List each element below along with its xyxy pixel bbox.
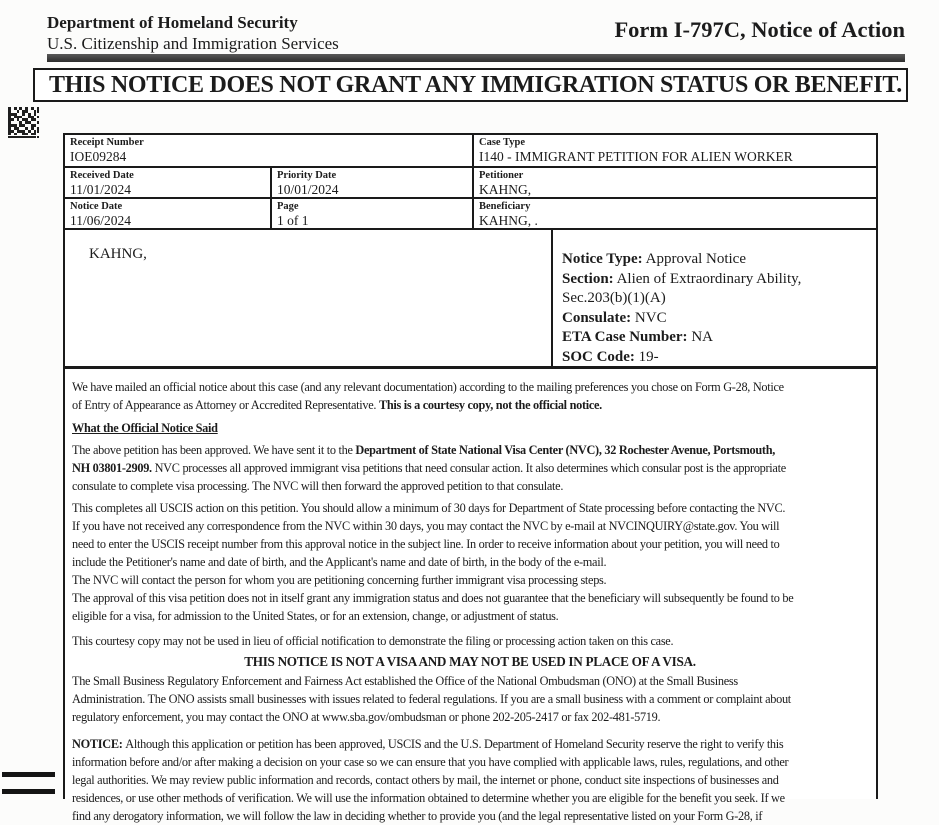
addressee-name: KAHNG,: [89, 246, 147, 262]
status-disclaimer-banner: [33, 68, 908, 102]
datamatrix-barcode-icon: [8, 107, 40, 139]
notice-details-block: [551, 230, 876, 366]
notice-date-label: Notice Date: [70, 201, 123, 212]
receipt-number-value: IOE09284: [70, 149, 127, 164]
case-type-cell: [472, 135, 876, 166]
statement-not-a-visa: THIS NOTICE IS NOT A VISA AND MAY NOT BE USED IN PLACE OF A VISA.: [244, 654, 696, 669]
priority-date-label: Priority Date: [277, 170, 337, 181]
paragraph-verification-notice: NOTICE: Although this application or petition has been approved, USCIS and the U.S. Department of Homeland Security reserve the right to verify this information before and/or after making a decision on your case so we can ensure that you have complied with applicable laws, rules, regulations, and other legal authorities. We may review public information and records, contact others by mail, the internet or phone, conduct site inspections of businesses and residences, or use other methods of verification. We will use the information obtained to determine whether you are eligible for the benefit you seek. If we find any derogatory information, we will follow the law in deciding whether to provide you (and the legal representative listed on your Form G-28, if: [72, 737, 789, 823]
beneficiary-cell: [472, 197, 876, 228]
notice-type-line: Notice Type: Approval Notice: [562, 251, 746, 267]
case-data-table: [63, 133, 878, 230]
section-line: Section: Alien of Extraordinary Ability,: [562, 270, 802, 287]
priority-date-cell: [270, 166, 472, 197]
paragraph-courtesy-copy-disclaimer: This courtesy copy may not be used in lieu of official notification to demonstrate the filing or processing action taken on this case.: [72, 634, 674, 648]
banner-text: THIS NOTICE DOES NOT GRANT ANY IMMIGRATION STATUS OR BENEFIT.: [49, 71, 902, 98]
scan-artifact-bar: [2, 772, 55, 777]
section-continued-line: Sec.203(b)(1)(A): [562, 290, 666, 306]
petitioner-label: Petitioner: [479, 170, 524, 181]
received-date-cell: [65, 166, 270, 197]
notice-date-value: 11/06/2024: [70, 213, 132, 228]
notice-body: [63, 367, 878, 823]
beneficiary-label: Beneficiary: [479, 201, 531, 212]
notice-date-cell: [65, 197, 270, 228]
case-type-label: Case Type: [479, 137, 525, 148]
heading-what-official-notice-said: What the Official Notice Said: [72, 421, 218, 435]
paragraph-courtesy-copy: We have mailed an official notice about this case (and any relevant documentation) according to the mailing preferences you chose on Form G-28, Notice of Entry of Appearance as Attorney or Accredited Representative. This is a courtesy copy, not the official notice.: [72, 380, 784, 412]
paragraph-small-business-ombudsman: The Small Business Regulatory Enforcement and Fairness Act established the Office of the National Ombudsman (ONO) at the Small Business Administration. The ONO assists small businesses with issues related to federal regulations. If you are a small business with a comment or complaint about regulatory enforcement, you may contact the ONO at www.sba.gov/ombudsman or phone 202-205-2417 or fax 202-481-5719.: [72, 674, 791, 724]
scan-artifact-bar: [2, 789, 55, 794]
form-title: Form I-797C, Notice of Action: [614, 17, 905, 42]
consulate-line: Consulate: NVC: [562, 309, 667, 326]
eta-case-number-line: ETA Case Number: NA: [562, 329, 713, 345]
page-cell: [270, 197, 472, 228]
petitioner-cell: [472, 166, 876, 197]
page-value: 1 of 1: [277, 213, 309, 228]
paragraph-uscis-action-complete: This completes all USCIS action on this petition. You should allow a minimum of 30 days for Department of State processing before contacting the NVC. If you have not received any correspondence from the NVC within 30 days, you may contact the NVC by e-mail at NVCINQUIRY@state.gov. You will need to enter the USCIS receipt number from this approval notice in the subject line. In order to receive information about your petition, you will need to include the Petitioner's name and date of birth, and the Applicant's name and date of birth, in the body of the e-mail.: [72, 501, 786, 569]
addressee-block: [65, 230, 551, 366]
case-type-value: I140 - IMMIGRANT PETITION FOR ALIEN WORKER: [479, 149, 793, 164]
page-label: Page: [277, 201, 299, 212]
receipt-number-label: Receipt Number: [70, 137, 144, 148]
priority-date-value: 10/01/2024: [277, 182, 339, 197]
header-divider-bar: [47, 54, 905, 62]
paragraph-nvc-contact: The NVC will contact the person for whom you are petitioning concerning further immigrant visa processing steps. The approval of this visa petition does not in itself grant any immigration status and does not guarantee that the beneficiary will subsequently be found to be eligible for a visa, for admission to the United States, or for an extension, change, or adjustment of status.: [72, 573, 794, 623]
received-date-label: Received Date: [70, 170, 134, 181]
agency-name: Department of Homeland Security: [47, 13, 298, 32]
received-date-value: 11/01/2024: [70, 182, 132, 197]
agency-header: [47, 12, 339, 54]
receipt-number-cell: [65, 135, 472, 166]
petitioner-value: KAHNG,: [479, 182, 532, 197]
beneficiary-value: KAHNG, .: [479, 213, 538, 228]
address-notice-box: [63, 228, 878, 368]
agency-subname: U.S. Citizenship and Immigration Services: [47, 34, 339, 53]
paragraph-petition-approved: The above petition has been approved. We have sent it to the Department of State National Visa Center (NVC), 32 Rochester Avenue, Portsmouth, NH 03801-2909. NVC processes all approved immigrant visa petitions that need consular action. It also determines which consular post is the appropriate consulate to complete visa processing. The NVC will then forward the approved petition to that consulate.: [72, 443, 786, 493]
soc-code-line: SOC Code: 19-: [562, 348, 659, 365]
